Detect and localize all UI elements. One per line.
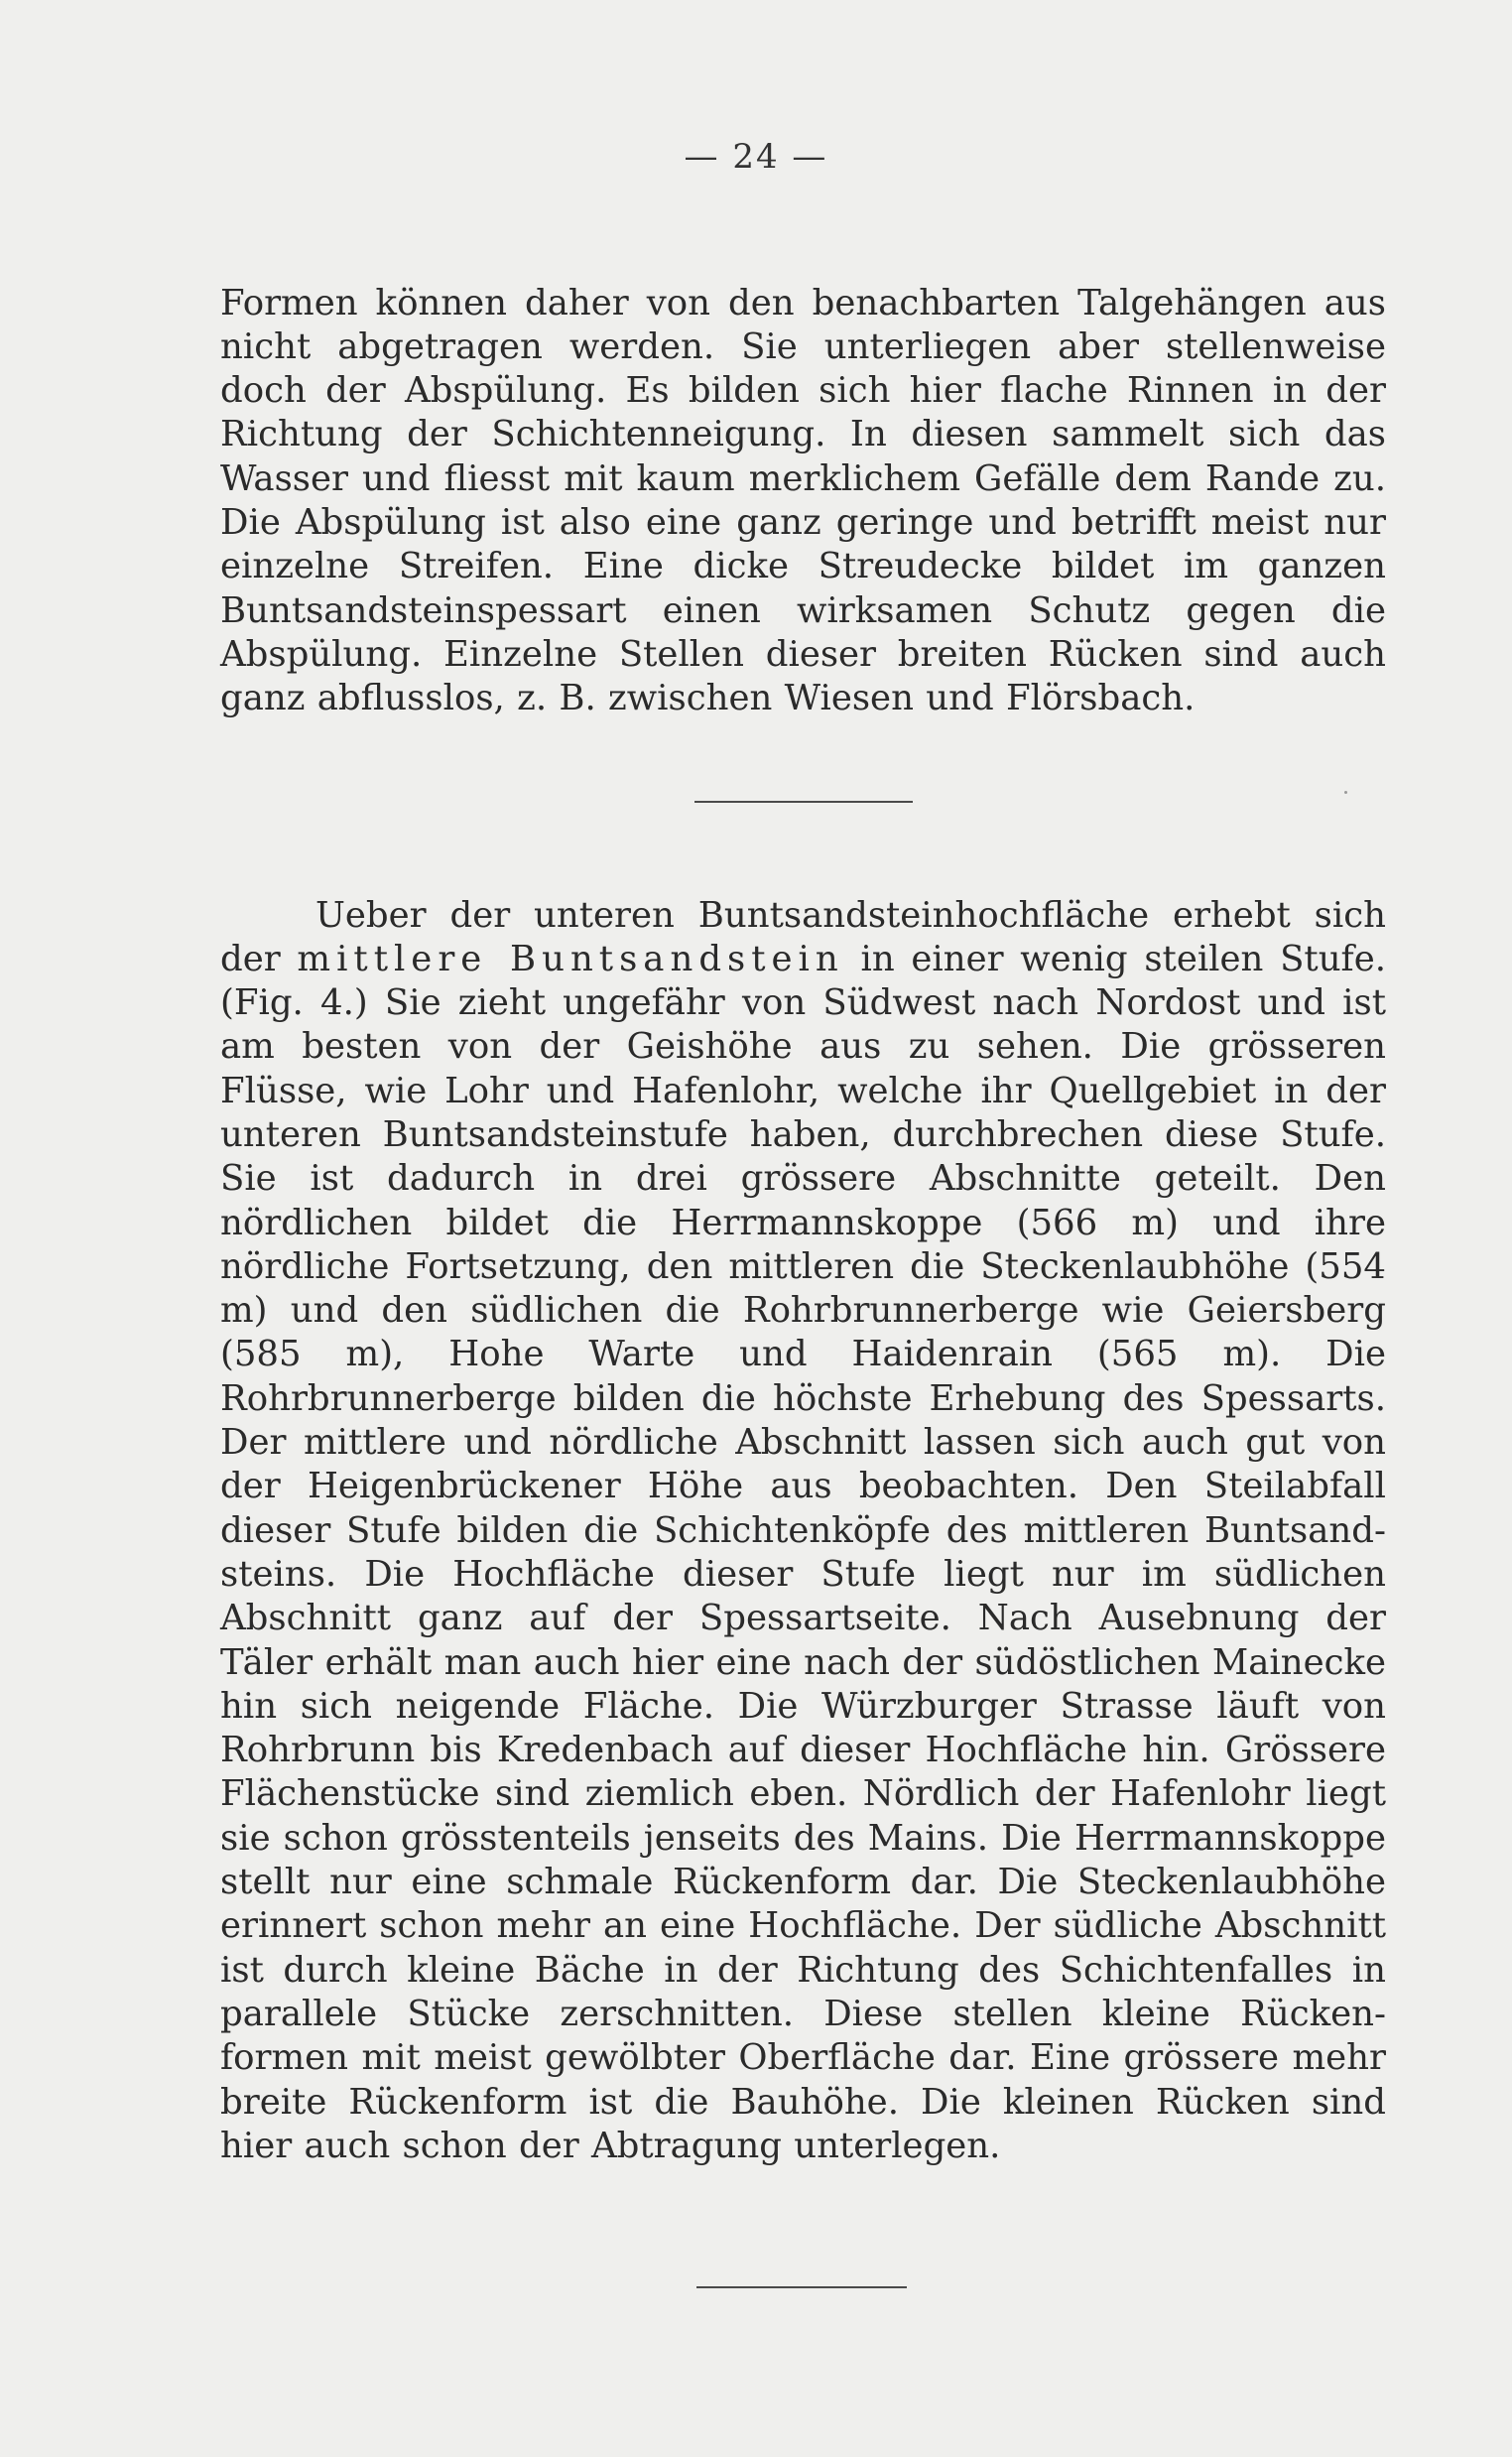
paragraph-text-before: Ueber der unteren Buntsandsteinhochfläche erhebt sich der [220,894,1386,979]
paragraph-continuation: Formen können daher von den benachbarten Talgehängen aus nicht abgetragen werden. Sie unterliegen aber stellenweise doch der Abspülung. Es bilden sich hier flache Rinnen in der Richtung der Schichtenneigung. In diesen sammelt sich das Wasser und fliesst mit kaum merklichem Gefälle dem Rande zu. Die Abspülung ist also eine ganz geringe und betrifft meist nur einzelne Streifen. Eine dicke Streudecke bildet im ganzen Buntsandsteinspessart einen wirksamen Schutz gegen die Abspülung. Einzelne Stellen dieser breiten Rücken sind auch ganz abflusslos, z. B. zwischen Wiesen und Flörsbach. [220,282,1386,719]
section-divider-top [694,801,913,803]
section-divider-bottom [696,2286,907,2288]
page-number: — 24 — [684,137,828,177]
paragraph-middle-buntsandstein [220,894,1386,2169]
paper-speck [1344,791,1347,794]
paragraph-text-after: in einer wenig steilen Stufe. (Fig. 4.) Sie zieht ungefähr von Südwest nach Nordost und ist am besten von der Geishöhe aus zu sehen. Die grösseren Flüsse, wie Lohr und Hafenlohr, welche ihr Quellgebiet in der unteren Buntsandsteinstufe haben, durchbrechen diese Stufe. Sie ist dadurch in drei grössere Abschnitte geteilt. Den nördlichen bildet die Herrmannskoppe (566 m) und ihre nördliche Fortsetzung, den mittleren die Steckenlaubhöhe (554 m) und den südlichen die Rohrbrunnerberge wie Geiersberg (585 m), Hohe Warte und Haidenrain (565 m). Die Rohrbrunnerberge bilden die höchste Erhebung des Spessarts. Der mittlere und nördliche Abschnitt lassen sich auch gut von der Heigenbrückener Höhe aus beobachten. Den Steilabfall dieser Stufe bilden die Schichtenköpfe des mittleren Buntsandsteins. Die Hochfläche dieser Stufe liegt nur im südlichen Abschnitt ganz auf der Spessartseite. Nach Ausebnung der Täler erhält man auch hier eine nach der südöstlichen Mainecke hin sich neigende Fläche. Die Würzburger Strasse läuft von Rohrbrunn bis Kredenbach auf dieser Hochfläche hin. Grössere Flächenstücke sind ziemlich eben. Nördlich der Hafenlohr liegt sie schon grösstenteils jenseits des Mains. Die Herrmannskoppe stellt nur eine schmale Rückenform dar. Die Steckenlaubhöhe erinnert schon mehr an eine Hochfläche. Der südliche Abschnitt ist durch kleine Bäche in der Richtung des Schichtenfalles in parallele Stücke zerschnitten. Diese stellen kleine Rückenformen mit meist gewölbter Oberfläche dar. Eine grössere mehr breite Rückenform ist die Bauhöhe. Die kleinen Rücken sind hier auch schon der Abtragung unterlegen. [220,938,1386,2166]
emphasized-term: mittlere Buntsandstein [297,938,844,979]
